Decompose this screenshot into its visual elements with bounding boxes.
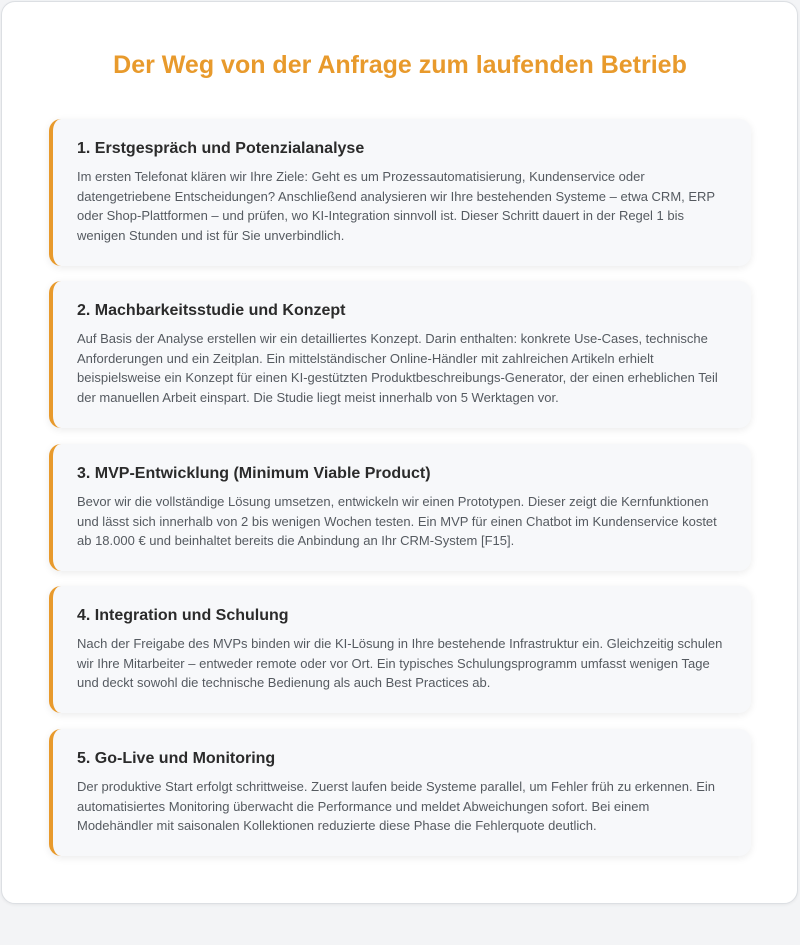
step-card-4 bbox=[49, 586, 751, 713]
step-text: Auf Basis der Analyse erstellen wir ein detailliertes Konzept. Darin enthalten: konkrete Use-Cases, technische Anforderungen und ein Zeitplan. Ein mittelständischer Online-Händler mit zahlreichen Artikeln erhielt beispielsweise ein Konzept für einen KI-gestützten Produktbeschreibungs-Generator, der einen erheblichen Teil der manuellen Arbeit einspart. Die Studie liegt meist innerhalb von 5 Werktagen vor. bbox=[77, 331, 718, 406]
step-heading: 2. Machbarkeitsstudie und Konzept bbox=[77, 302, 346, 319]
step-heading: 1. Erstgespräch und Potenzialanalyse bbox=[77, 140, 365, 157]
step-heading: 5. Go-Live und Monitoring bbox=[77, 750, 276, 767]
step-card-1 bbox=[49, 119, 751, 266]
step-text: Bevor wir die vollständige Lösung umsetzen, entwickeln wir einen Prototypen. Dieser zeigt die Kernfunktionen und lässt sich innerhalb von 2 bis wenigen Wochen testen. Ein MVP für einen Chatbot im Kundenservice kostet ab 18.000 € und beinhaltet bereits die Anbindung an Ihr CRM-System [F15]. bbox=[77, 494, 717, 549]
step-card-2 bbox=[49, 281, 751, 428]
step-card-3 bbox=[49, 444, 751, 571]
page-title: Der Weg von der Anfrage zum laufenden Betrieb bbox=[113, 51, 687, 79]
step-text: Der produktive Start erfolgt schrittweise. Zuerst laufen beide Systeme parallel, um Fehler früh zu erkennen. Ein automatisiertes Monitoring überwacht die Performance und meldet Abweichungen sofort. Bei einem Modehändler mit saisonalen Kollektionen reduzierte diese Phase die Fehlerquote deutlich. bbox=[77, 779, 716, 834]
step-card-5 bbox=[49, 729, 751, 856]
step-heading: 4. Integration und Schulung bbox=[77, 607, 289, 624]
step-text: Nach der Freigabe des MVPs binden wir die KI-Lösung in Ihre bestehende Infrastruktur ein. Gleichzeitig schulen wir Ihre Mitarbeiter – entweder remote oder vor Ort. Ein typisches Schulungsprogramm umfasst wenigen Tage und deckt sowohl die technische Bedienung als auch Best Practices ab. bbox=[77, 636, 723, 691]
step-heading: 3. MVP-Entwicklung (Minimum Viable Product) bbox=[77, 465, 431, 482]
step-text: Im ersten Telefonat klären wir Ihre Ziele: Geht es um Prozessautomatisierung, Kundenservice oder datengetriebene Entscheidungen? Anschließend analysieren wir Ihre bestehenden Systeme – etwa CRM, ERP oder Shop-Plattformen – und prüfen, wo KI-Integration sinnvoll ist. Dieser Schritt dauert in der Regel 1 bis wenigen Stunden und ist für Sie unverbindlich. bbox=[77, 169, 715, 244]
